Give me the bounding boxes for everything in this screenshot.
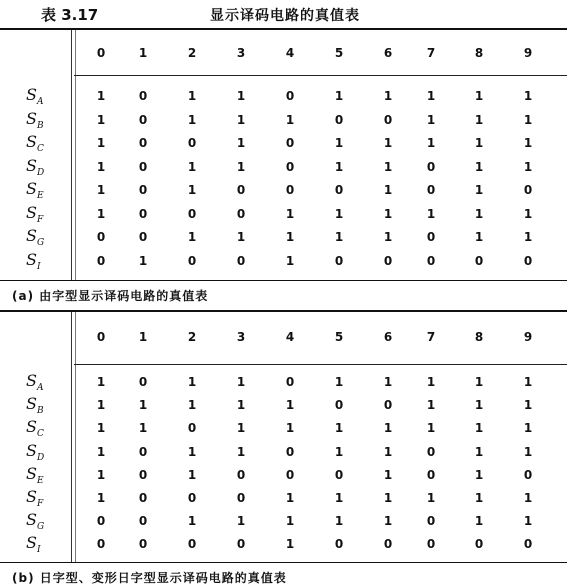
column-header: 0 <box>96 330 106 344</box>
table-cell: 0 <box>285 444 295 459</box>
table-cell: 1 <box>285 398 295 413</box>
table-cell: 0 <box>96 537 106 552</box>
column-header: 3 <box>236 46 246 60</box>
table-cell: 1 <box>285 537 295 552</box>
row-label-letter: S <box>26 132 37 151</box>
table-cell: 0 <box>426 444 436 459</box>
table-number: 表 3.17 <box>41 6 99 24</box>
table-cell: 0 <box>138 514 148 529</box>
table-cell: 0 <box>138 206 148 221</box>
table-cell: 1 <box>96 136 106 150</box>
table-cell: 1 <box>426 206 436 221</box>
table-cell: 1 <box>96 467 106 482</box>
table-cell: 0 <box>138 444 148 459</box>
column-header: 6 <box>383 330 393 344</box>
table-cell: 1 <box>426 375 436 389</box>
table-cell: 0 <box>334 253 344 268</box>
table-cell: 1 <box>187 112 197 127</box>
table-cell: 1 <box>426 398 436 413</box>
table-cell: 0 <box>426 514 436 529</box>
table-cell: 0 <box>285 159 295 174</box>
table-cell: 0 <box>138 375 148 389</box>
table-cell: 1 <box>187 230 197 244</box>
table-cell: 0 <box>334 537 344 552</box>
table-cell: 1 <box>426 491 436 505</box>
table-cell: 1 <box>96 183 106 197</box>
row-label <box>26 534 41 559</box>
table-cell: 0 <box>285 183 295 197</box>
table-cell: 1 <box>474 206 484 221</box>
table-cell: 1 <box>383 159 393 174</box>
column-header: 7 <box>426 330 436 344</box>
table-cell: 1 <box>138 253 148 268</box>
table-cell: 0 <box>426 183 436 197</box>
table-cell: 0 <box>523 253 533 268</box>
table-cell: 0 <box>138 159 148 174</box>
row-label-letter: S <box>26 179 37 198</box>
table-cell: 1 <box>236 230 246 244</box>
table-cell: 1 <box>383 514 393 529</box>
table-cell: 0 <box>426 159 436 174</box>
table-cell: 0 <box>285 136 295 150</box>
column-header: 2 <box>187 330 197 344</box>
table-title: 显示译码电路的真值表 <box>210 8 360 24</box>
row-label-letter: S <box>26 371 37 390</box>
table-cell: 0 <box>426 537 436 552</box>
row-label-letter: S <box>26 463 37 483</box>
table-cell: 1 <box>334 421 344 436</box>
table-cell: 1 <box>474 230 484 244</box>
table-cell: 1 <box>523 159 533 174</box>
table-cell: 0 <box>523 183 533 197</box>
table-cell: 1 <box>523 421 533 436</box>
table-cell: 1 <box>383 375 393 389</box>
column-header: 9 <box>523 46 533 60</box>
table-cell: 1 <box>523 89 533 103</box>
table-cell: 0 <box>334 467 344 482</box>
table-cell: 1 <box>474 421 484 436</box>
table-cell: 1 <box>523 112 533 127</box>
table-cell: 1 <box>334 514 344 529</box>
table-cell: 1 <box>236 89 246 103</box>
table-cell: 0 <box>426 253 436 268</box>
table-cell: 1 <box>285 253 295 268</box>
row-label-subscript: B <box>36 406 44 417</box>
table-cell: 1 <box>187 89 197 103</box>
table-cell: 1 <box>426 89 436 103</box>
table-bottom-rule <box>0 562 567 563</box>
caption-b: (b) 日字型、变形日字型显示译码电路的真值表 <box>12 571 287 585</box>
table-cell: 0 <box>138 491 148 505</box>
table-cell: 0 <box>236 206 246 221</box>
row-label-subscript: B <box>36 120 44 131</box>
table-cell: 1 <box>187 444 197 459</box>
table-cell: 1 <box>187 467 197 482</box>
table-cell: 1 <box>523 491 533 505</box>
row-label-letter: S <box>26 533 37 553</box>
row-label-letter: S <box>26 155 37 175</box>
table-cell: 0 <box>138 537 148 552</box>
table-cell: 1 <box>236 112 246 127</box>
table-cell: 1 <box>138 421 148 436</box>
table-cell: 0 <box>426 467 436 482</box>
table-cell: 1 <box>474 491 484 505</box>
table-cell: 1 <box>334 230 344 244</box>
row-label-subscript: C <box>36 144 44 155</box>
caption-a: (a) 由字型显示译码电路的真值表 <box>12 289 209 303</box>
table-cell: 0 <box>426 230 436 244</box>
table-cell: 0 <box>334 112 344 127</box>
row-label-subscript: G <box>36 522 45 533</box>
column-header: 0 <box>96 46 106 60</box>
table-cell: 1 <box>383 421 393 436</box>
row-label-letter: S <box>26 85 37 104</box>
table-cell: 1 <box>138 398 148 413</box>
table-cell: 0 <box>236 253 246 268</box>
table-cell: 0 <box>285 375 295 389</box>
table-cell: 1 <box>96 112 106 127</box>
table-cell: 1 <box>187 398 197 413</box>
table-cell: 0 <box>285 89 295 103</box>
table-cell: 0 <box>383 112 393 127</box>
table-cell: 1 <box>96 421 106 436</box>
table-cell: 1 <box>474 136 484 150</box>
table-cell: 1 <box>383 467 393 482</box>
table-cell: 0 <box>138 230 148 244</box>
table-cell: 0 <box>285 467 295 482</box>
table-cell: 1 <box>96 491 106 505</box>
column-header: 9 <box>523 330 533 344</box>
table-cell: 1 <box>187 183 197 197</box>
table-cell: 0 <box>474 253 484 268</box>
table-cell: 1 <box>285 421 295 436</box>
table-cell: 1 <box>236 375 246 389</box>
table-cell: 0 <box>383 398 393 413</box>
table-cell: 1 <box>96 444 106 459</box>
table-cell: 1 <box>523 398 533 413</box>
table-cell: 0 <box>474 537 484 552</box>
table-cell: 1 <box>474 159 484 174</box>
table-cell: 0 <box>236 491 246 505</box>
table-cell: 0 <box>138 183 148 197</box>
table-cell: 0 <box>187 253 197 268</box>
table-cell: 0 <box>383 537 393 552</box>
table-cell: 1 <box>474 398 484 413</box>
table-cell: 1 <box>474 444 484 459</box>
row-label-letter: S <box>26 226 37 245</box>
table-cell: 1 <box>285 206 295 221</box>
table-cell: 0 <box>236 183 246 197</box>
row-label-subscript: D <box>36 167 45 178</box>
table-cell: 1 <box>236 421 246 436</box>
table-cell: 1 <box>334 444 344 459</box>
row-label-subscript: A <box>36 383 44 394</box>
row-label-subscript: F <box>36 214 44 225</box>
row-label-letter: S <box>26 108 37 128</box>
table-cell: 1 <box>383 444 393 459</box>
table-cell: 1 <box>285 514 295 529</box>
table-cell: 0 <box>187 421 197 436</box>
header-rule <box>74 364 567 365</box>
table-cell: 0 <box>334 183 344 197</box>
table-cell: 1 <box>285 112 295 127</box>
row-label-subscript: E <box>36 475 44 486</box>
table-top-rule <box>0 310 567 312</box>
table-cell: 0 <box>187 537 197 552</box>
table-cell: 1 <box>334 491 344 505</box>
table-cell: 1 <box>187 375 197 389</box>
column-header: 6 <box>383 46 393 60</box>
row-label-subscript: I <box>36 261 41 272</box>
table-cell: 1 <box>523 444 533 459</box>
header-divider-inner <box>75 312 76 562</box>
row-label-subscript: D <box>36 452 45 463</box>
table-cell: 1 <box>334 136 344 150</box>
table-cell: 1 <box>426 136 436 150</box>
row-label-letter: S <box>26 249 37 269</box>
table-cell: 0 <box>187 491 197 505</box>
table-cell: 1 <box>96 375 106 389</box>
row-label-subscript: C <box>36 429 44 440</box>
table-cell: 0 <box>236 467 246 482</box>
table-cell: 0 <box>96 230 106 244</box>
table-cell: 1 <box>96 89 106 103</box>
table-cell: 0 <box>187 136 197 150</box>
row-label-subscript: G <box>36 238 45 249</box>
table-cell: 1 <box>426 112 436 127</box>
column-header: 7 <box>426 46 436 60</box>
column-header: 1 <box>138 46 148 60</box>
table-cell: 1 <box>383 89 393 103</box>
table-cell: 1 <box>523 206 533 221</box>
table-cell: 0 <box>138 467 148 482</box>
column-header: 8 <box>474 46 484 60</box>
column-header: 1 <box>138 330 148 344</box>
table-cell: 1 <box>236 159 246 174</box>
column-header: 4 <box>285 46 295 60</box>
table-cell: 0 <box>383 253 393 268</box>
table-cell: 1 <box>285 230 295 244</box>
column-header: 4 <box>285 330 295 344</box>
table-cell: 1 <box>383 230 393 244</box>
table-cell: 0 <box>138 112 148 127</box>
table-cell: 1 <box>383 491 393 505</box>
table-cell: 1 <box>236 514 246 529</box>
table-cell: 1 <box>96 398 106 413</box>
table-cell: 1 <box>523 230 533 244</box>
table-cell: 1 <box>96 206 106 221</box>
table-cell: 1 <box>236 398 246 413</box>
table-cell: 0 <box>523 537 533 552</box>
column-header: 8 <box>474 330 484 344</box>
table-cell: 1 <box>474 514 484 529</box>
table-cell: 1 <box>236 136 246 150</box>
table-cell: 1 <box>334 375 344 389</box>
row-label-letter: S <box>26 394 37 414</box>
table-cell: 1 <box>383 136 393 150</box>
row-label-letter: S <box>26 510 37 530</box>
table-cell: 1 <box>236 444 246 459</box>
table-cell: 1 <box>474 112 484 127</box>
column-header: 3 <box>236 330 246 344</box>
table-cell: 1 <box>383 206 393 221</box>
header-divider <box>71 312 72 562</box>
table-cell: 0 <box>334 398 344 413</box>
table-cell: 1 <box>285 491 295 505</box>
row-label-letter: S <box>26 440 37 460</box>
table-cell: 0 <box>236 537 246 552</box>
table-cell: 1 <box>474 183 484 197</box>
table-cell: 0 <box>138 136 148 150</box>
row-label-subscript: E <box>36 191 44 202</box>
column-header: 2 <box>187 46 197 60</box>
row-label-letter: S <box>26 202 37 222</box>
column-header: 5 <box>334 330 344 344</box>
table-cell: 0 <box>523 467 533 482</box>
table-cell: 1 <box>474 375 484 389</box>
table-cell: 0 <box>187 206 197 221</box>
column-header: 5 <box>334 46 344 60</box>
table-cell: 0 <box>96 253 106 268</box>
row-label-letter: S <box>26 487 37 506</box>
table-cell: 1 <box>334 206 344 221</box>
table-cell: 1 <box>383 183 393 197</box>
table-cell: 1 <box>187 159 197 174</box>
table-cell: 1 <box>523 375 533 389</box>
table-cell: 1 <box>334 89 344 103</box>
table-cell: 0 <box>138 89 148 103</box>
table-cell: 1 <box>426 421 436 436</box>
table-cell: 1 <box>523 514 533 529</box>
table-cell: 1 <box>474 89 484 103</box>
table-cell: 1 <box>334 159 344 174</box>
table-cell: 1 <box>187 514 197 529</box>
row-label-subscript: A <box>36 97 44 108</box>
table-cell: 1 <box>96 159 106 174</box>
row-label-letter: S <box>26 417 37 437</box>
row-label-subscript: I <box>36 545 41 556</box>
table-cell: 0 <box>96 514 106 529</box>
table-cell: 1 <box>474 467 484 482</box>
table-cell: 1 <box>523 136 533 150</box>
row-label-subscript: F <box>36 499 44 510</box>
